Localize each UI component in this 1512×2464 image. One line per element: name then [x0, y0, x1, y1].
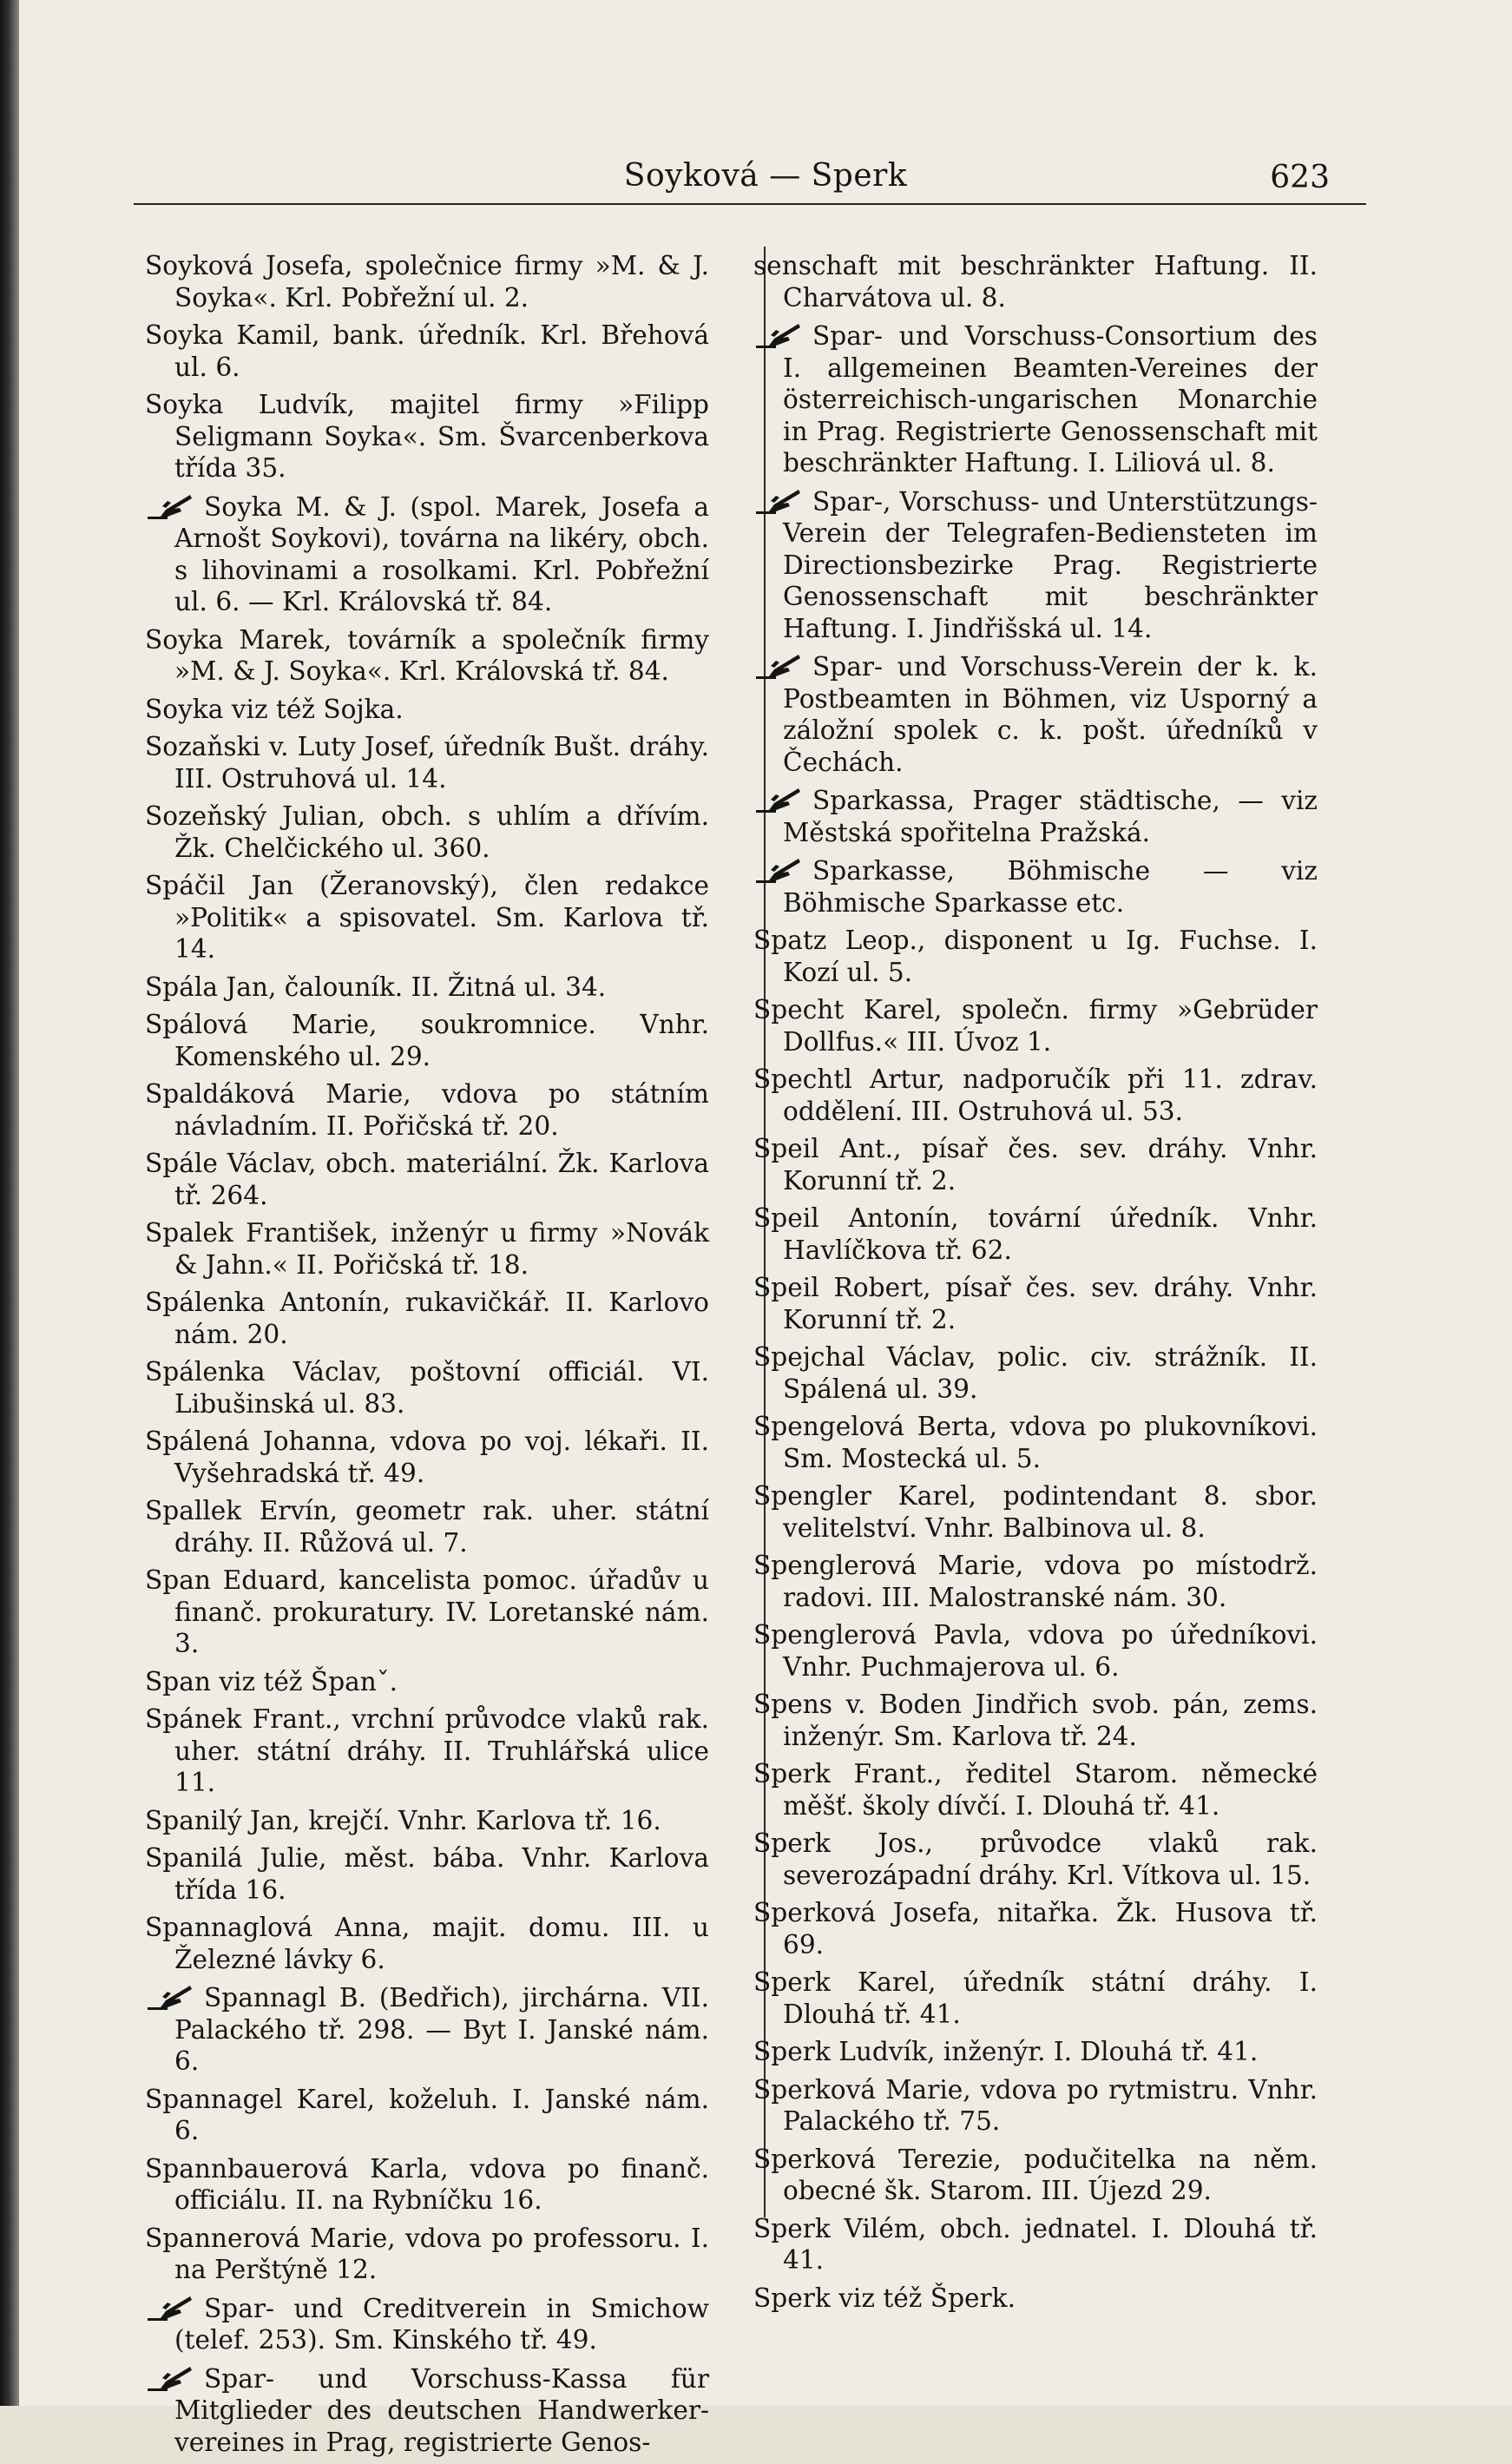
- directory-entry: Speil Antonín, tovární úředník. Vnhr. Havlíčkova tř. 62.: [753, 1203, 1318, 1265]
- page-title: Soyková — Sperk: [623, 158, 908, 194]
- directory-entry: Soyka Kamil, bank. úředník. Krl. Břehová ul. 6.: [145, 320, 709, 382]
- directory-entry: Spar- und Creditverein in Smichow (telef. 253). Sm. Kinského tř. 49.: [145, 2292, 709, 2356]
- directory-entry: Spenglerová Pavla, vdova po úředníkovi. Vnhr. Puchmajerova ul. 6.: [753, 1620, 1318, 1682]
- directory-entry: Spannagl B. (Bedřich), jirchárna. VII. Palackého tř. 298. — Byt I. Janské nám. 6.: [145, 1981, 709, 2078]
- directory-entry: Spannbauerová Karla, vdova po finanč. officiálu. II. na Rybníčku 16.: [145, 2153, 709, 2215]
- directory-entry: Soyka Ludvík, majitel firmy »Filipp Seligmann Soyka«. Sm. Švarcenberkova třída 35.: [145, 390, 709, 483]
- pointing-hand-icon: [145, 2362, 195, 2392]
- directory-entry: Spar- und Vorschuss-Verein der k. k. Postbeamten in Böhmen, viz Usporný a záložní spolek c. k. pošt. úředníků v Čechách.: [753, 650, 1318, 778]
- running-head: [19, 155, 1512, 198]
- directory-entry: Spálenka Václav, poštovní officiál. VI. Libušinská ul. 83.: [145, 1357, 709, 1419]
- directory-entry: Spejchal Václav, polic. civ. strážník. II. Spálená ul. 39.: [753, 1342, 1318, 1404]
- directory-entry: Sperk viz též Šperk.: [753, 2283, 1016, 2313]
- directory-entry: Sperková Terezie, podučitelka na něm. obecné šk. Starom. III. Újezd 29.: [753, 2144, 1318, 2205]
- directory-entry: Specht Karel, společn. firmy »Gebrüder Dollfus.« III. Úvoz 1.: [753, 995, 1318, 1057]
- pointing-hand-icon: [145, 491, 195, 520]
- pointing-hand-icon: [753, 485, 804, 515]
- directory-entry: Spallek Ervín, geometr rak. uher. státní dráhy. II. Růžová ul. 7.: [145, 1496, 709, 1558]
- directory-entry: Sozaňski v. Luty Josef, úředník Bušt. dráhy. III. Ostruhová ul. 14.: [145, 732, 709, 794]
- pointing-hand-icon: [145, 2292, 195, 2322]
- directory-entry: Spálová Marie, soukromnice. Vnhr. Komenského ul. 29.: [145, 1010, 709, 1071]
- directory-entry: Spalek František, inženýr u firmy »Novák & Jahn.« II. Pořičská tř. 18.: [145, 1218, 709, 1280]
- directory-entry: Spanilá Julie, měst. bába. Vnhr. Karlova třída 16.: [145, 1843, 709, 1905]
- directory-entry: Spaldáková Marie, vdova po státním návladním. II. Pořičská tř. 20.: [145, 1079, 709, 1141]
- scan-binding-edge: [0, 0, 19, 2406]
- directory-entry: Spar- und Vorschuss-Consortium des I. allgemeinen Beamten-Vereines der österreichisch-ungarischen Monarchie in Prag. Registrierte Genossenschaft mit beschränkter Haftung. I. Liliová ul. 8.: [753, 320, 1318, 479]
- directory-entry: Spar- und Vorschuss-Kassa für Mitglieder des deutschen Handwerker-vereines in Prag, registrierte Genos-: [145, 2362, 709, 2459]
- directory-entry: Spannaglová Anna, majit. domu. III. u Železné lávky 6.: [145, 1913, 709, 1974]
- directory-entry: Soyka M. & J. (spol. Marek, Josefa a Arnošt Soykovi), továrna na likéry, obch. s lihovinami a rosolkami. Krl. Pobřežní ul. 6. — Krl. Královská tř. 84.: [145, 491, 709, 618]
- pointing-hand-icon: [753, 650, 804, 680]
- directory-entry: Spenglerová Marie, vdova po místodrž. radovi. III. Malostranské nám. 30.: [753, 1551, 1318, 1612]
- directory-entry: Spále Václav, obch. materiální. Žk. Karlova tř. 264.: [145, 1149, 709, 1210]
- pointing-hand-icon: [145, 1981, 195, 2011]
- directory-entry: Spálenka Antonín, rukavičkář. II. Karlovo nám. 20.: [145, 1288, 709, 1349]
- directory-entry: Soyka Marek, továrník a společník firmy »M. & J. Soyka«. Krl. Královská tř. 84.: [145, 624, 709, 686]
- directory-entry: Sperková Josefa, nitařka. Žk. Husova tř. 69.: [753, 1898, 1318, 1960]
- directory-entry: Spatz Leop., disponent u Ig. Fuchse. I. Kozí ul. 5.: [753, 926, 1318, 987]
- left-column: [145, 250, 709, 2464]
- directory-entry: Sparkassa, Prager städtische, — viz Městská spořitelna Pražská.: [753, 784, 1318, 848]
- directory-entry: Spanilý Jan, krejčí. Vnhr. Karlova tř. 16.: [145, 1805, 661, 1835]
- directory-entry: Spánek Frant., vrchní průvodce vlaků rak. uher. státní dráhy. II. Truhlářská ulice 11.: [145, 1704, 709, 1797]
- right-column: [753, 250, 1318, 2320]
- directory-entry: Sparkasse, Böhmische — viz Böhmische Sparkasse etc.: [753, 854, 1318, 919]
- directory-entry: Spechtl Artur, nadporučík při 11. zdrav. oddělení. III. Ostruhová ul. 53.: [753, 1064, 1318, 1126]
- directory-entry: Spáčil Jan (Žeranovský), člen redakce »Politik« a spisovatel. Sm. Karlova tř. 14.: [145, 871, 709, 964]
- directory-entry: Spens v. Boden Jindřich svob. pán, zems. inženýr. Sm. Karlova tř. 24.: [753, 1690, 1318, 1751]
- header-rule: [134, 203, 1366, 205]
- directory-entry: Spar-, Vorschuss- und Unterstützungs-Verein der Telegrafen-Bediensteten im Directionsbezirke Prag. Registrierte Genossenschaft mit beschränkter Haftung. I. Jindřišská ul. 14.: [753, 485, 1318, 645]
- directory-page: [19, 0, 1512, 2457]
- page-number: 623: [1270, 160, 1330, 195]
- pointing-hand-icon: [753, 784, 804, 814]
- pointing-hand-icon: [753, 320, 804, 349]
- directory-entry: Sperková Marie, vdova po rytmistru. Vnhr. Palackého tř. 75.: [753, 2074, 1318, 2136]
- directory-entry: senschaft mit beschränkter Haftung. II. Charvátova ul. 8.: [753, 251, 1318, 313]
- directory-entry: Span viz též Španˇ.: [145, 1666, 398, 1696]
- directory-entry: Speil Robert, písař čes. sev. dráhy. Vnhr. Korunní tř. 2.: [753, 1273, 1318, 1334]
- directory-entry: Sperk Jos., průvodce vlaků rak. severozápadní dráhy. Krl. Vítkova ul. 15.: [753, 1828, 1318, 1890]
- directory-entry: Soyka viz též Sojka.: [145, 694, 404, 724]
- directory-entry: Speil Ant., písař čes. sev. dráhy. Vnhr. Korunní tř. 2.: [753, 1134, 1318, 1196]
- directory-entry: Sozeňský Julian, obch. s uhlím a dřívím. Žk. Chelčického ul. 360.: [145, 801, 709, 863]
- directory-entry: Span Eduard, kancelista pomoc. úřadův u finanč. prokuratury. IV. Loretanské nám. 3.: [145, 1565, 709, 1658]
- directory-entry: Spálená Johanna, vdova po voj. lékaři. II. Vyšehradská tř. 49.: [145, 1426, 709, 1488]
- directory-entry: Spengelová Berta, vdova po plukovníkovi. Sm. Mostecká ul. 5.: [753, 1412, 1318, 1473]
- directory-entry: Spála Jan, čalouník. II. Žitná ul. 34.: [145, 972, 607, 1002]
- directory-entry: Spannagel Karel, koželuh. I. Janské nám. 6.: [145, 2084, 709, 2145]
- directory-entry: Spengler Karel, podintendant 8. sbor. velitelství. Vnhr. Balbinova ul. 8.: [753, 1481, 1318, 1543]
- pointing-hand-icon: [753, 854, 804, 884]
- directory-entry: Spannerová Marie, vdova po professoru. I. na Perštýně 12.: [145, 2223, 709, 2284]
- directory-entry: Sperk Ludvík, inženýr. I. Dlouhá tř. 41.: [753, 2037, 1259, 2066]
- directory-entry: Sperk Karel, úředník státní dráhy. I. Dlouhá tř. 41.: [753, 1967, 1318, 2029]
- directory-entry: Sperk Frant., ředitel Starom. německé měšť. školy dívčí. I. Dlouhá tř. 41.: [753, 1759, 1318, 1821]
- directory-entry: Soyková Josefa, společnice firmy »M. & J. Soyka«. Krl. Pobřežní ul. 2.: [145, 251, 709, 313]
- directory-entry: Sperk Vilém, obch. jednatel. I. Dlouhá tř. 41.: [753, 2213, 1318, 2275]
